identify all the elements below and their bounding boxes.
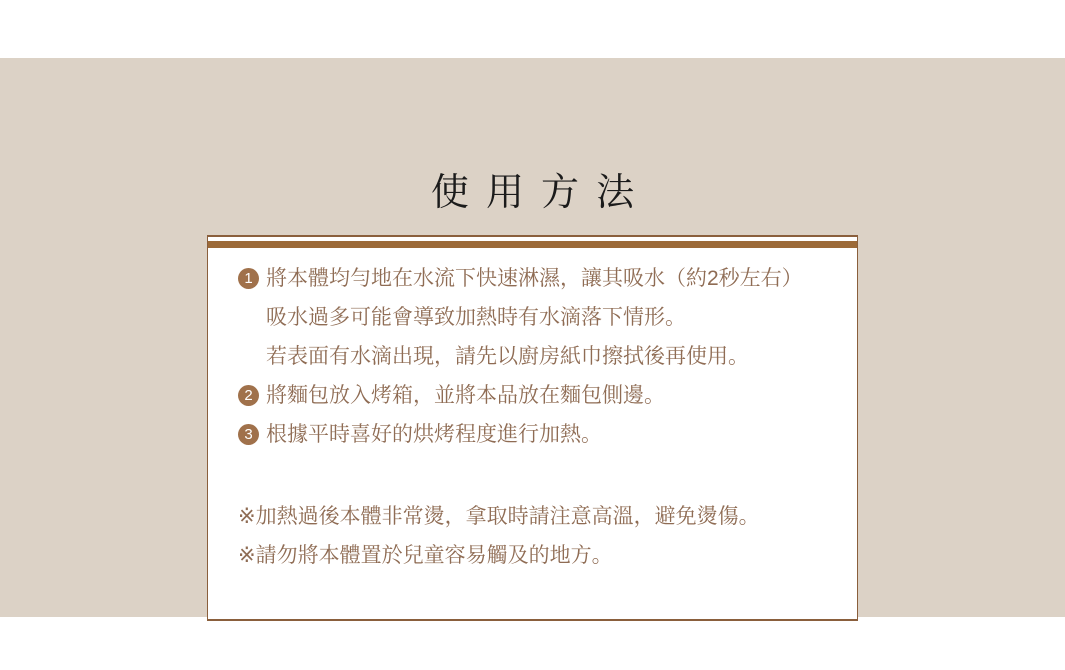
instruction-step-1 [238,259,833,376]
warning-notes [238,497,833,575]
instructions-box [207,235,858,621]
step-line [238,298,833,337]
instruction-step-3 [238,415,833,454]
accent-bar [208,241,857,248]
step-line [238,259,833,298]
step-text: 將本體均勻地在水流下快速淋濕，讓其吸水（約2秒左右） [266,267,803,290]
step-number-badge: 2 [238,385,259,406]
beige-panel [0,58,1065,617]
step-text: 吸水過多可能會導致加熱時有水滴落下情形。 [266,306,686,329]
instructions-content [208,248,857,575]
step-number-badge: 3 [238,424,259,445]
note-line [238,536,833,575]
note-text: ※加熱過後本體非常燙，拿取時請注意高溫，避免燙傷。 [238,505,760,528]
step-line [238,415,833,454]
page-title: 使用方法 [430,172,652,214]
step-line [238,376,833,415]
step-text: 若表面有水滴出現，請先以廚房紙巾擦拭後再使用。 [266,345,749,368]
note-line [238,497,833,536]
step-text: 根據平時喜好的烘烤程度進行加熱。 [266,423,602,446]
instruction-step-2 [238,376,833,415]
step-line [238,337,833,376]
step-text: 將麵包放入烤箱，並將本品放在麵包側邊。 [266,384,665,407]
note-text: ※請勿將本體置於兒童容易觸及的地方。 [238,544,613,567]
step-number-badge: 1 [238,268,259,289]
